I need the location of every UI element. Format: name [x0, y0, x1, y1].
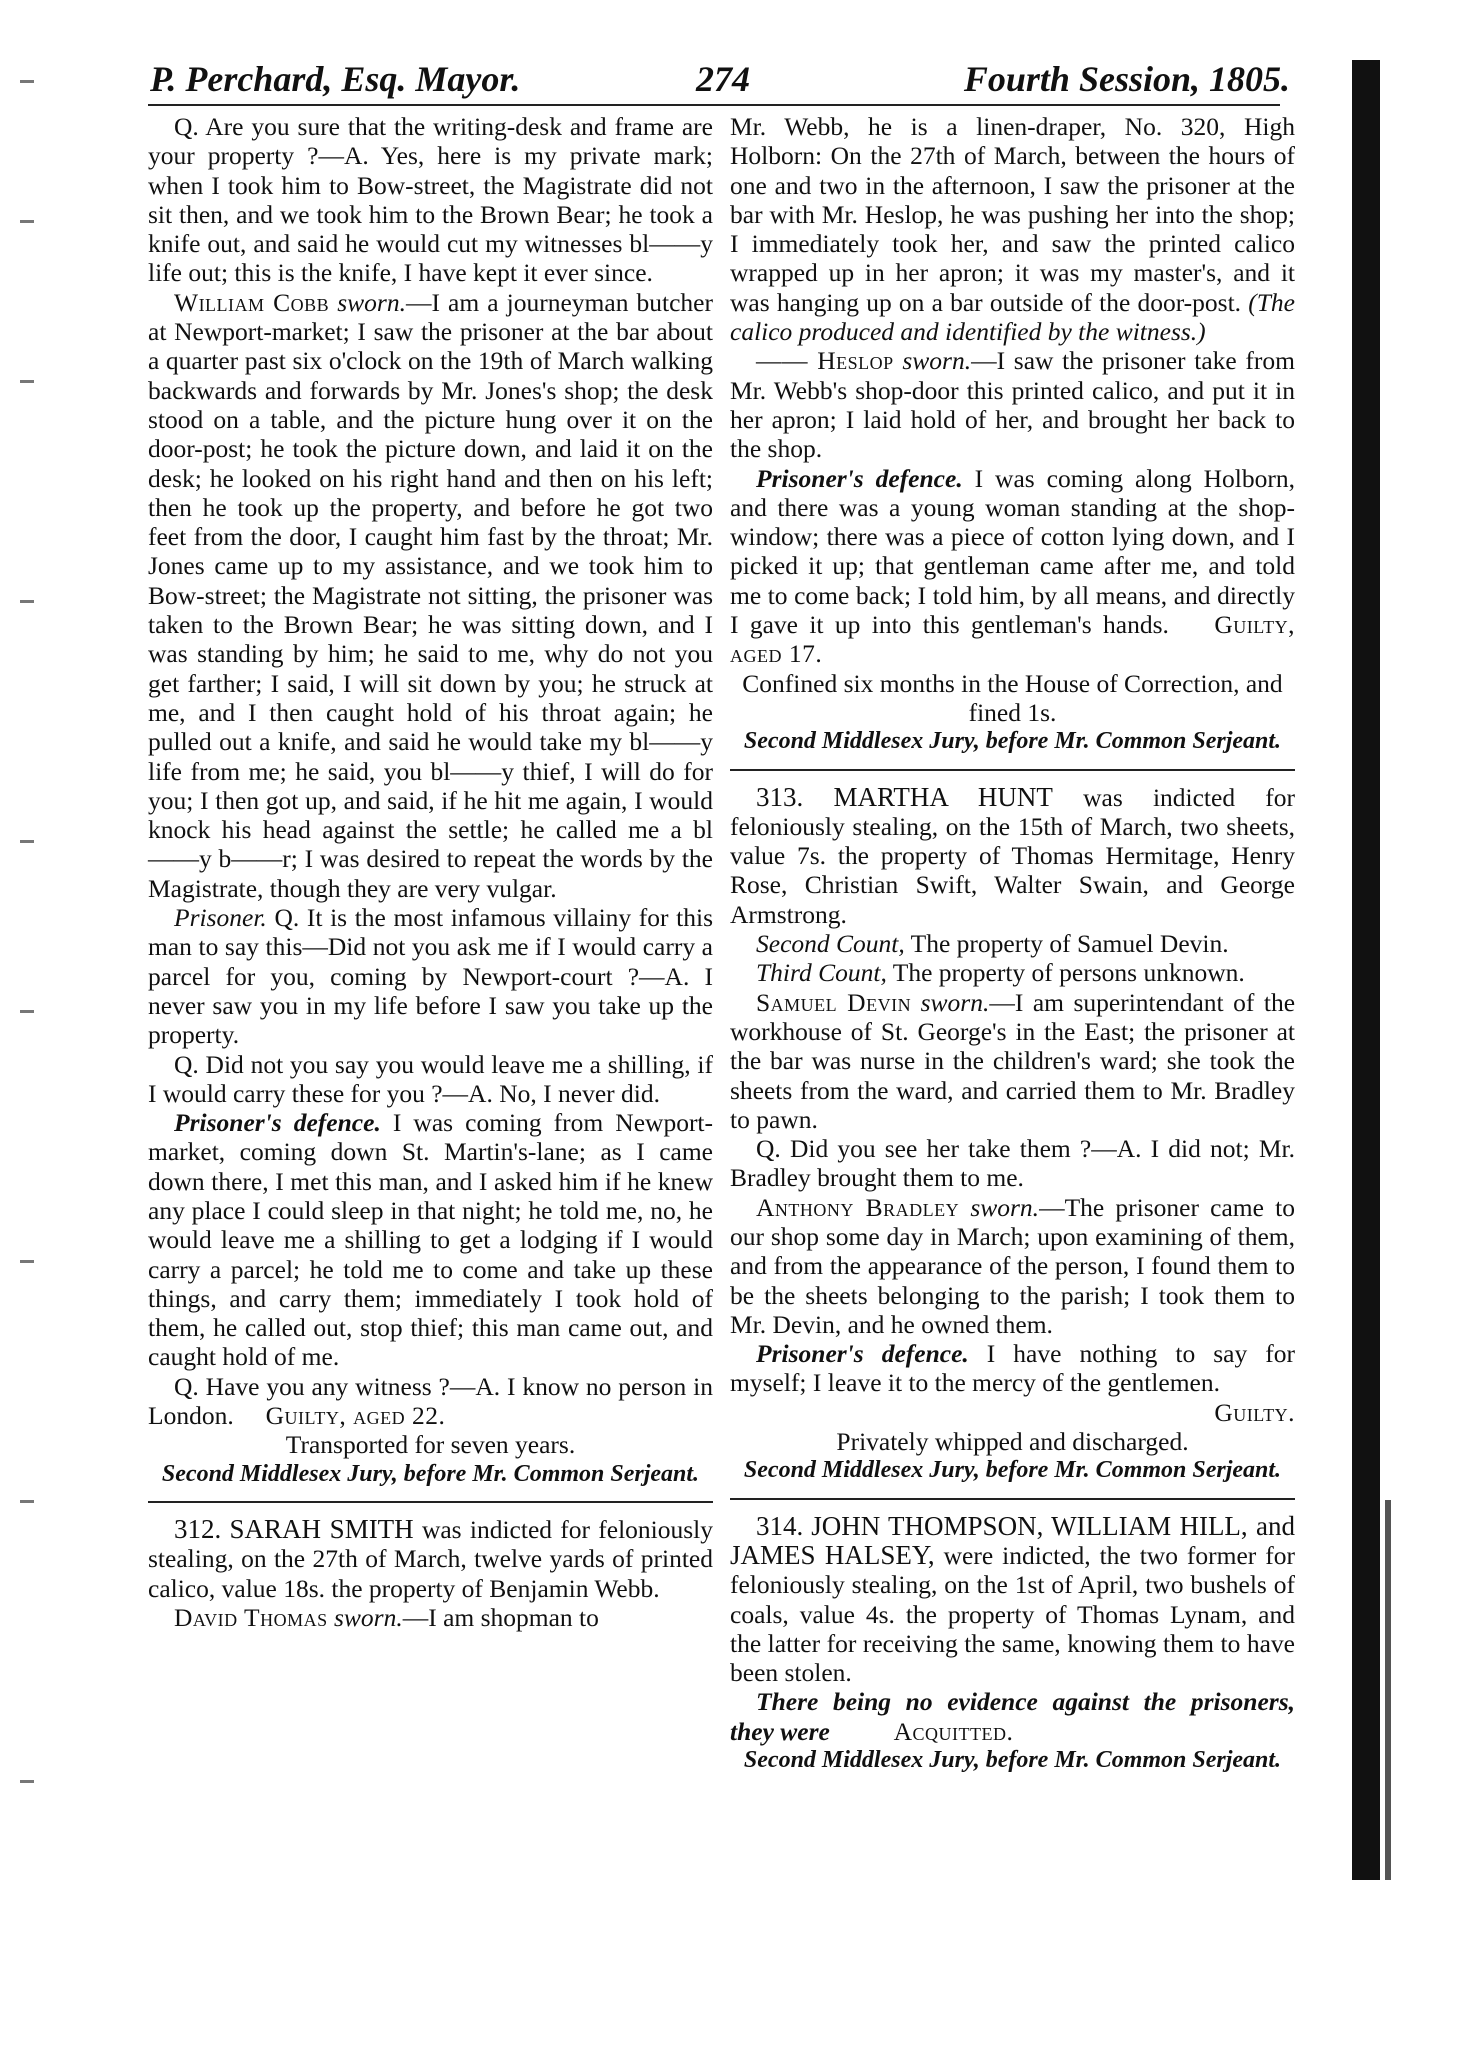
prisoner-defence: [730, 464, 1295, 669]
indictment-text: was indicted for feloniously stealing, on the 15th of March, two sheets, value 7s. the property of Thomas Hermitage, Henry Rose, Christian Swift, Walter Swain, and George Armstrong.: [730, 782, 1296, 929]
prisoner-question: [148, 903, 713, 1049]
sentence: Transported for seven years.: [285, 1430, 576, 1460]
right-column: [730, 112, 1295, 1775]
prisoner-defence: [730, 1339, 1295, 1398]
count-line: [730, 958, 1295, 987]
testimony-bradley: [730, 1193, 1295, 1339]
defence-text: I was coming along Holborn, and there was a young woman standing at the shop-window; there was a piece of cotton lying down, and I picked it up; that gentleman came after me, and told me to come back; I told him, by all means, and directly I gave it up into this gentleman's hands.: [730, 463, 1296, 640]
paragraph-verdict: [148, 1372, 713, 1431]
header-rule: [148, 104, 1280, 106]
case-number: 313.: [756, 781, 804, 812]
prisoner-defence: [148, 1108, 713, 1372]
case-heading: [730, 783, 1295, 929]
prisoner-label: Prisoner.: [174, 903, 267, 933]
sentence: Confined six months in the House of Correction, and fined 1s.: [742, 668, 1283, 727]
sworn-label: sworn.: [902, 346, 972, 376]
paragraph: Q. Are you sure that the writing-desk and frame are your property ?—A. Yes, here is my private mark; when I took him to Bow-street, the Magistrate did not sit then, and we took him to the Brown Bear; he took a knife out, and said he would cut my witnesses bl——y life out; this is the knife, I have kept it ever since.: [148, 112, 713, 288]
verdict: Guilty.: [1214, 1397, 1295, 1427]
page-header: [150, 58, 1290, 106]
case-separator: [148, 1501, 713, 1503]
verdict: Guilty, aged 17.: [730, 610, 1296, 669]
count-text: The property of persons unknown.: [886, 958, 1245, 988]
count-line: [730, 929, 1295, 958]
case-number: 314.: [756, 1510, 804, 1541]
sworn-label: sworn.: [920, 987, 990, 1017]
witness-name: —— Heslop: [756, 346, 894, 376]
case-heading: [730, 1512, 1295, 1688]
binding-shadow: [1352, 60, 1380, 1880]
witness-name: Anthony Bradley: [756, 1192, 960, 1222]
defendant-name: MARTHA HUNT: [833, 781, 1053, 812]
defence-text: I was coming from Newport-market, coming down St. Martin's-lane; as I came down there, I met this man, and I asked him if he knew any place I could sleep in that night; he told me, no, he would leave me a shilling to get a lodging if I would carry a parcel; he told me to come and take up these things, and carry them; immediately I took hold of them, he called out, stop thief; this man came out, and caught hold of me.: [148, 1108, 714, 1372]
sworn-label: sworn.: [333, 1602, 403, 1632]
defence-label: Prisoner's defence.: [756, 463, 963, 493]
jury-line: Second Middlesex Jury, before Mr. Common Serjeant.: [743, 1747, 1282, 1774]
case-number: 312.: [174, 1513, 222, 1544]
sworn-label: sworn.: [970, 1192, 1040, 1222]
acquittal-line: [730, 1687, 1295, 1746]
header-mayor: P. Perchard, Esq. Mayor.: [150, 59, 521, 99]
count-label: Second Count,: [756, 929, 905, 959]
testimony-text: Mr. Webb, he is a linen-draper, No. 320, High Holborn: On the 27th of March, between the hours of one and two in the afternoon, I saw the prisoner at the bar with Mr. Heslop, he was pushing her into the shop; I immediately took her, and saw the printed calico wrapped up in her apron; it was my master's, and it was hanging up on a bar outside of the door-post.: [730, 112, 1295, 317]
binding-shadow-secondary: [1385, 1500, 1391, 1880]
testimony-text: —I saw the prisoner take from Mr. Webb's shop-door this printed calico, and put it in her apron; I laid hold of her, and brought her back to the shop.: [730, 346, 1295, 464]
scan-edge-marks: [20, 80, 60, 1980]
acquittal-note: There being no evidence against the prisoners, they were: [730, 1687, 1295, 1746]
prisoner-text: Q. It is the most infamous villainy for this man to say this—Did not you ask me if I would carry a parcel for you, coming by Newport-court ?—A. I never saw you in my life before I saw you take up the property.: [148, 903, 713, 1050]
testimony-devin: [730, 988, 1295, 1134]
testimony-cobb: [148, 288, 713, 903]
paragraph: Q. Did not you say you would leave me a shilling, if I would carry these for you ?—A. No, I never did.: [148, 1049, 713, 1108]
case-separator: [730, 1498, 1295, 1500]
indictment-text: was indicted for feloniously stealing, on the 27th of March, twelve yards of printed calico, value 18s. the property of Benjamin Webb.: [148, 1514, 713, 1603]
defence-text: I have nothing to say for myself; I leave it to the mercy of the gentlemen.: [730, 1339, 1295, 1398]
paragraph: Q. Did you see her take them ?—A. I did not; Mr. Bradley brought them to me.: [730, 1134, 1295, 1193]
jury-line: Second Middlesex Jury, before Mr. Common Serjeant.: [743, 728, 1282, 755]
question-text: Q. Have you any witness ?—A. I know no person in London.: [148, 1371, 713, 1431]
defence-label: Prisoner's defence.: [756, 1339, 969, 1369]
left-column: [148, 112, 713, 1632]
testimony-text: —I am superintendant of the workhouse of St. George's in the East; the prisoner at the bar was nurse in the children's ward; she took the sheets from the ward, and carried them to Mr. Bradley to pawn.: [730, 987, 1296, 1134]
witness-name: Samuel Devin: [756, 987, 912, 1017]
header-session: Fourth Session, 1805.: [963, 59, 1290, 99]
jury-line: Second Middlesex Jury, before Mr. Common Serjeant.: [743, 1457, 1282, 1484]
indictment-text: were indicted, the two former for feloniously stealing, on the 1st of April, two bushels of coals, value 4s. the property of Thomas Lynam, and the latter for receiving the same, knowing them to have been stolen.: [730, 1540, 1295, 1688]
count-text: The property of Samuel Devin.: [904, 929, 1229, 959]
sentence: Privately whipped and discharged.: [836, 1427, 1189, 1457]
case-separator: [730, 769, 1295, 771]
testimony-text: —I am a journeyman butcher at Newport-market; I saw the prisoner at the bar about a quarter past six o'clock on the 19th of March walking backwards and forwards by Mr. Jones's shop; the desk stood on a table, and the picture hung over it on the door-post; he took the picture down, and laid it on the desk; he looked on his right hand and then on his left; then he took up the property, and before he got two feet from the door, I caught him fast by the throat; Mr. Jones came up to my assistance, and we took him to Bow-street; the Magistrate not sitting, the prisoner was taken to the Brown Bear; he was sitting down, and I was standing by him; he said to me, why do not you get farther; I said, I will sit down by you; he struck at me, and I then caught hold of his throat again; he pulled out a knife, and said he would take my bl——y life from me; he said, you bl——y thief, I will do for you; I then got up, and said, if he hit me again, I would knock his head against the settle; he called me a bl——y b——r; I was desired to repeat the words by the Magistrate, though they are very vulgar.: [148, 287, 713, 903]
page-number: 274: [696, 59, 750, 99]
jury-line: Second Middlesex Jury, before Mr. Common Serjeant.: [161, 1460, 700, 1487]
defence-label: Prisoner's defence.: [174, 1108, 381, 1138]
verdict: Acquitted.: [893, 1716, 1014, 1746]
testimony-text: —I am shopman to: [402, 1602, 599, 1632]
testimony-continued: [730, 112, 1295, 346]
testimony-text: —The prisoner came to our shop some day in March; upon examining of them, and from the appearance of the person, I found them to be the sheets belonging to the parish; I took them to Mr. Devin, and he owned them.: [730, 1192, 1295, 1339]
defendant-names: JOHN THOMPSON, WILLIAM HILL, and JAMES HALSEY,: [730, 1510, 1295, 1570]
court-note: (The calico produced and identified by the witness.): [730, 287, 1295, 347]
sworn-label: sworn.: [337, 287, 406, 317]
case-heading: [148, 1515, 713, 1603]
count-label: Third Count,: [756, 958, 887, 988]
witness-name: David Thomas: [174, 1602, 328, 1632]
witness-name: William Cobb: [174, 287, 330, 317]
testimony-thomas: [148, 1603, 713, 1632]
verdict: Guilty, aged 22.: [265, 1401, 446, 1431]
testimony-heslop: [730, 346, 1295, 463]
defendant-name: SARAH SMITH: [229, 1513, 414, 1544]
